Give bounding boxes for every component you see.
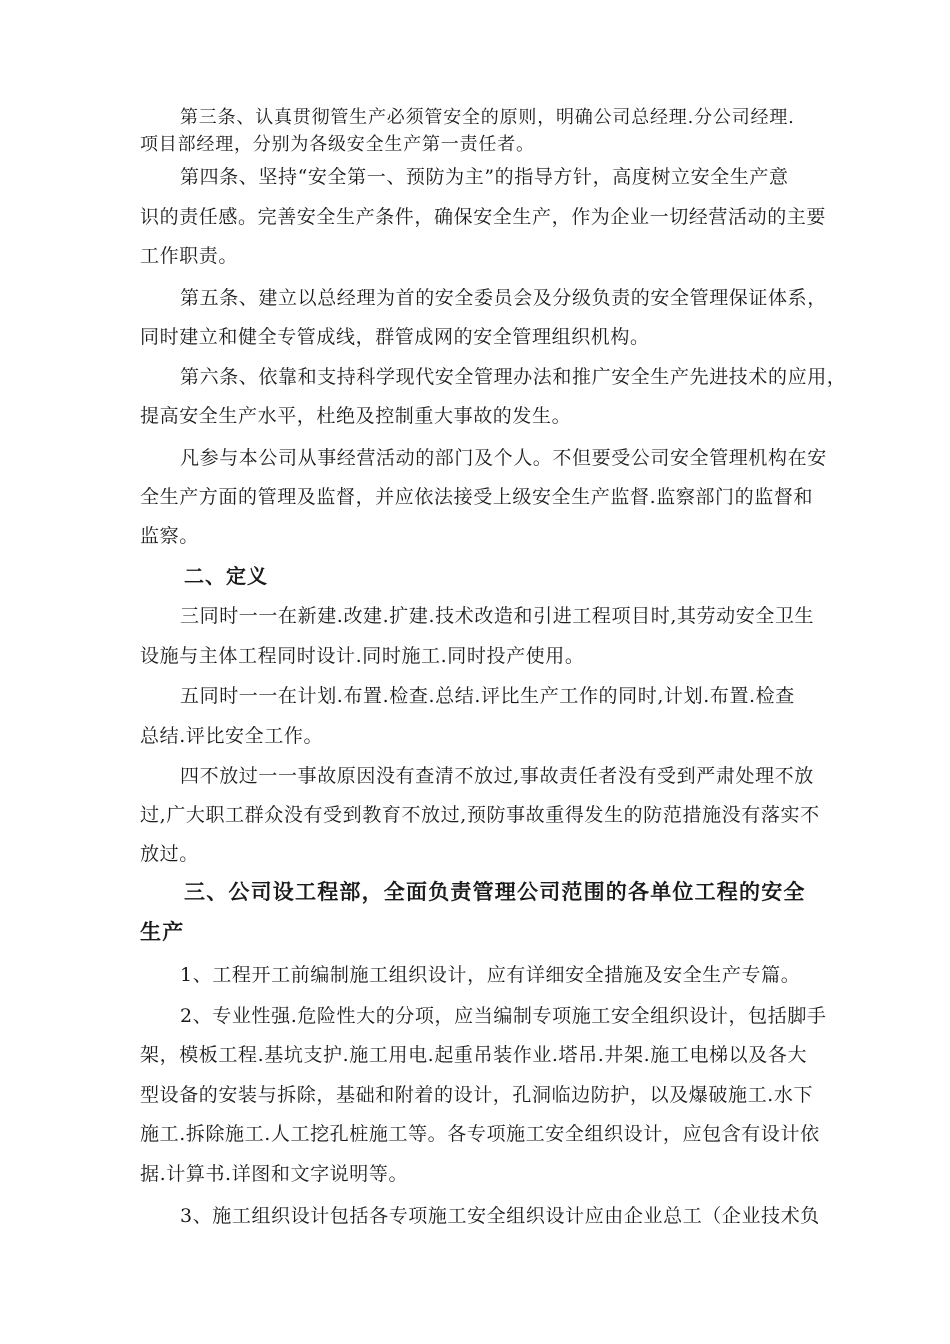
article-4-line-1: 第四条、坚持“安全第一、预防为主”的指导方针，高度树立安全生产意 (180, 166, 789, 188)
article-3-line-2: 项目部经理，分别为各级安全生产第一责任者。 (140, 134, 535, 155)
article-5-line-2: 同时建立和健全专管成线，群管成网的安全管理组织机构。 (140, 326, 650, 348)
article-6-line-2: 提高安全生产水平，杜绝及控制重大事故的发生。 (140, 405, 572, 427)
five-simultaneous-line-1: 五同时一一在计划.布置.检查.总结.评比生产工作的同时,计划.布置.检查 (180, 685, 795, 707)
section-3-heading-line-2: 生产 (140, 920, 185, 944)
participants-line-1: 凡参与本公司从事经营活动的部门及个人。不但要受公司安全管理机构在安 (180, 447, 827, 469)
item-2-line-2: 架，模板工程.基坑支护.施工用电.起重吊装作业.塔吊.井架.施工电梯以及各大 (140, 1044, 808, 1066)
section-3-heading-line-1: 三、公司设工程部，全面负责管理公司范围的各单位工程的安全 (184, 880, 806, 904)
three-simultaneous-line-1: 三同时一一在新建.改建.扩建.技术改造和引进工程项目时,其劳动安全卫生 (180, 605, 815, 627)
article-4-line-2: 识的责任感。完善安全生产条件，确保安全生产，作为企业一切经营活动的主要 (140, 206, 827, 228)
four-no-release-line-3: 放过。 (140, 843, 199, 865)
article-3-line-1: 第三条、认真贯彻管生产必须管安全的原则，明确公司总经理.分公司经理. (180, 107, 795, 128)
participants-line-2: 全生产方面的管理及监督，并应依法接受上级安全生产监督.监察部门的监督和 (140, 486, 814, 508)
five-simultaneous-line-2: 总结.评比安全工作。 (140, 725, 324, 747)
article-6-line-1: 第六条、依靠和支持科学现代安全管理办法和推广安全生产先进技术的应用， (180, 366, 847, 388)
item-2-line-1: 2、专业性强.危险性大的分项，应当编制专项施工安全组织设计，包括脚手 (180, 1005, 827, 1027)
item-3-line-1: 3、施工组织设计包括各专项施工安全组织设计应由企业总工（企业技术负 (180, 1205, 820, 1227)
three-simultaneous-line-2: 设施与主体工程同时设计.同时施工.同时投产使用。 (140, 645, 585, 667)
item-2-line-4: 施工.拆除施工.人工挖孔桩施工等。各专项施工安全组织设计，应包含有设计依 (140, 1123, 820, 1145)
article-5-line-1: 第五条、建立以总经理为首的安全委员会及分级负责的安全管理保证体系， (180, 287, 827, 309)
participants-line-3: 监察。 (140, 525, 199, 547)
article-4-line-3: 工作职责。 (140, 245, 239, 267)
item-2-line-5: 据.计算书.详图和文字说明等。 (140, 1163, 409, 1185)
section-2-heading: 二、定义 (184, 564, 268, 588)
four-no-release-line-1: 四不放过一一事故原因没有查清不放过,事故责任者没有受到严肃处理不放 (180, 765, 814, 787)
four-no-release-line-2: 过,广大职工群众没有受到教育不放过,预防事故重得发生的防范措施没有落实不 (140, 804, 820, 826)
item-2-line-3: 型设备的安装与拆除，基础和附着的设计，孔洞临边防护，以及爆破施工.水下 (140, 1084, 814, 1106)
item-1-line-1: 1、工程开工前编制施工组织设计，应有详细安全措施及安全生产专篇。 (180, 964, 801, 986)
